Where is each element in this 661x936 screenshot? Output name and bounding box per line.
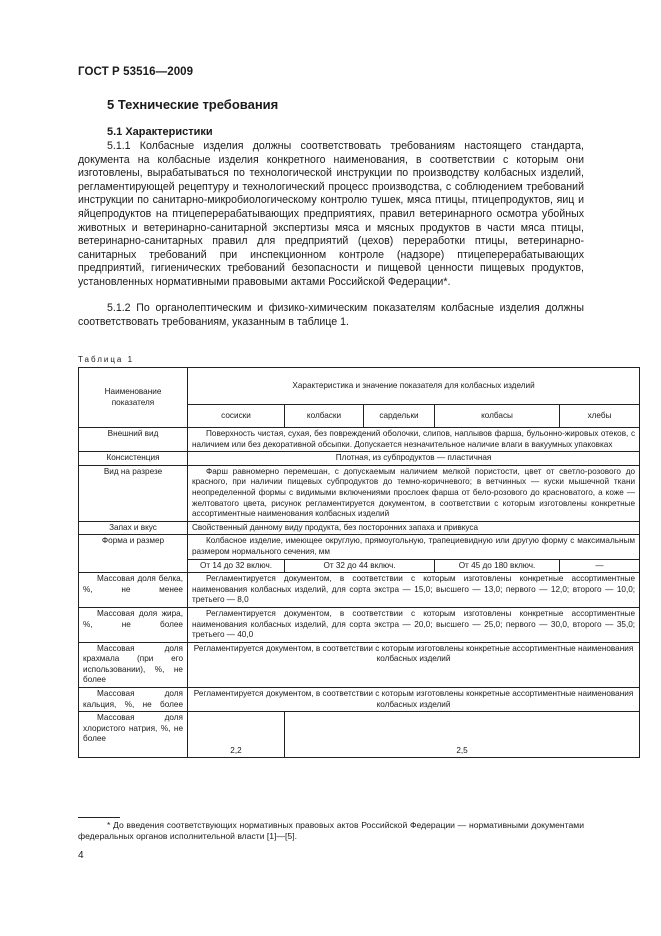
row-value: Плотная, из субпродуктов — пластичная	[188, 452, 640, 466]
header-indicator-name: Наименование показателя	[79, 368, 188, 428]
header-group: Характеристика и значение показателя для колбасных изделий	[188, 368, 640, 405]
row-value: Регламентируется документом, в соответствии с которым изготовлены конкретные ассортиментные наименования колбасных изделий	[188, 642, 640, 687]
size-cell: От 14 до 32 включ.	[188, 559, 285, 573]
table-row	[79, 688, 640, 712]
row-value: Регламентируется документом, в соответствии с которым изготовлены конкретные ассортиментные наименования колбасных изделий	[188, 688, 640, 712]
subsection-title: 5.1 Характеристики	[107, 126, 213, 138]
table-row	[79, 535, 640, 559]
row-label: Запах и вкус	[79, 521, 188, 535]
table-row	[79, 712, 640, 758]
table-row	[79, 521, 640, 535]
footnote: * До введения соответствующих нормативных правовых актов Российской Федерации — нормативными документами федеральных органов исполнительной власти [1]—[5].	[78, 820, 584, 841]
header-product: хлебы	[560, 405, 640, 428]
row-label: Форма и размер	[79, 535, 188, 573]
row-value: 2,2	[188, 712, 285, 758]
page-number: 4	[78, 850, 84, 861]
standard-header: ГОСТ Р 53516—2009	[78, 66, 194, 78]
table-row	[79, 607, 640, 642]
section-title: 5 Технические требования	[107, 97, 279, 112]
row-label: Массовая доля белка, %, не менее	[79, 573, 188, 608]
row-label: Массовая доля жира, %, не более	[79, 607, 188, 642]
row-value: Свойственный данному виду продукта, без посторонних запаха и привкуса	[188, 521, 640, 535]
row-label: Вид на разрезе	[79, 465, 188, 521]
row-label: Массовая доля хлористого натрия, %, не более	[79, 712, 188, 758]
size-cell: От 32 до 44 включ.	[285, 559, 435, 573]
header-product: сосиски	[188, 405, 285, 428]
paragraph-5-1-1: 5.1.1 Колбасные изделия должны соответствовать требованиям настоящего стандарта, документа на колбасные изделия конкретного наименования, в соответствии с которым они изготовлены, вырабатываться по технологической инструкции по производству колбасных изделий, регламентирующей рецептуру и технологический процесс производства, с соблюдением требований инструкции по санитарно-микробиологическому контролю тушек, мяса птицы, птицепродуктов, яиц и яйцепродуктов на птицеперерабатывающих предприятиях, правил ветеринарного осмотра убойных животных и ветеринарно-санитарной экспертизы мяса и мясных продуктов в части мяса птицы, ветеринарно-санитарных правил для предприятий (цехов) переработки птицы, ветеринарно-санитарных требований при инспекционном контроле (надзоре) птицеперерабатывающих предприятий, гигиенических требований безопасности и пищевой ценности пищевых продуктов, установленных нормативными правовыми актами Российской Федерации*.	[78, 140, 584, 288]
table-row	[79, 642, 640, 687]
table-row	[79, 465, 640, 521]
row-value: Поверхность чистая, сухая, без повреждений оболочки, слипов, наплывов фарша, бульонно-жировых отеков, с наличием или без декоративной обсыпки. Допускается незначительное наличие влаги в вакуумных упаковках	[188, 428, 640, 452]
table-row	[79, 428, 640, 452]
row-value: Регламентируется документом, в соответствии с которым изготовлены конкретные ассортиментные наименования колбасных изделий, для сорта экстра — 20,0; высшего — 25,0; первого — 30,0, второго — 35,0; третьего — 40,0	[188, 607, 640, 642]
size-cell: От 45 до 180 включ.	[435, 559, 560, 573]
row-label: Массовая доля кальция, %, не более	[79, 688, 188, 712]
row-label: Внешний вид	[79, 428, 188, 452]
table-row	[79, 452, 640, 466]
row-label: Массовая доля крахмала (при его использовании), %, не более	[79, 642, 188, 687]
header-product: колбаски	[285, 405, 364, 428]
table-caption: Таблица 1	[78, 355, 135, 364]
row-value: 2,5	[285, 712, 640, 758]
row-value: Фарш равномерно перемешан, с допускаемым наличием мелкой пористости, цвет от светло-розового до красного, при наличии пищевых субпродуктов до темно-коричневого; в ветчинных — куски мышечной ткани неопределенной формы с видимыми включениями прослоек фарша от бело-розового до красноватого, а коже — желтоватого цвета, рисунок регламентируется документом, в соответствии с которым изготовлены конкретные ассортиментные наименования колбасных изделий	[188, 465, 640, 521]
header-product: сардельки	[364, 405, 435, 428]
row-value: Колбасное изделие, имеющее округлую, прямоугольную, трапециевидную или другую форму с максимальным размером нормального сечения, мм	[188, 535, 640, 559]
footnote-divider	[78, 817, 120, 818]
properties-table	[78, 367, 640, 758]
table-row	[79, 573, 640, 608]
size-cell: —	[560, 559, 640, 573]
header-product: колбасы	[435, 405, 560, 428]
paragraph-5-1-2: 5.1.2 По органолептическим и физико-химическим показателям колбасные изделия должны соответствовать требованиям, указанным в таблице 1.	[78, 302, 584, 328]
row-label: Консистенция	[79, 452, 188, 466]
row-value: Регламентируется документом, в соответствии с которым изготовлены конкретные ассортиментные наименования колбасных изделий, для сорта экстра — 15,0; высшего — 13,0; первого — 12,0; второго — 10,0; третьего — 8,0	[188, 573, 640, 608]
